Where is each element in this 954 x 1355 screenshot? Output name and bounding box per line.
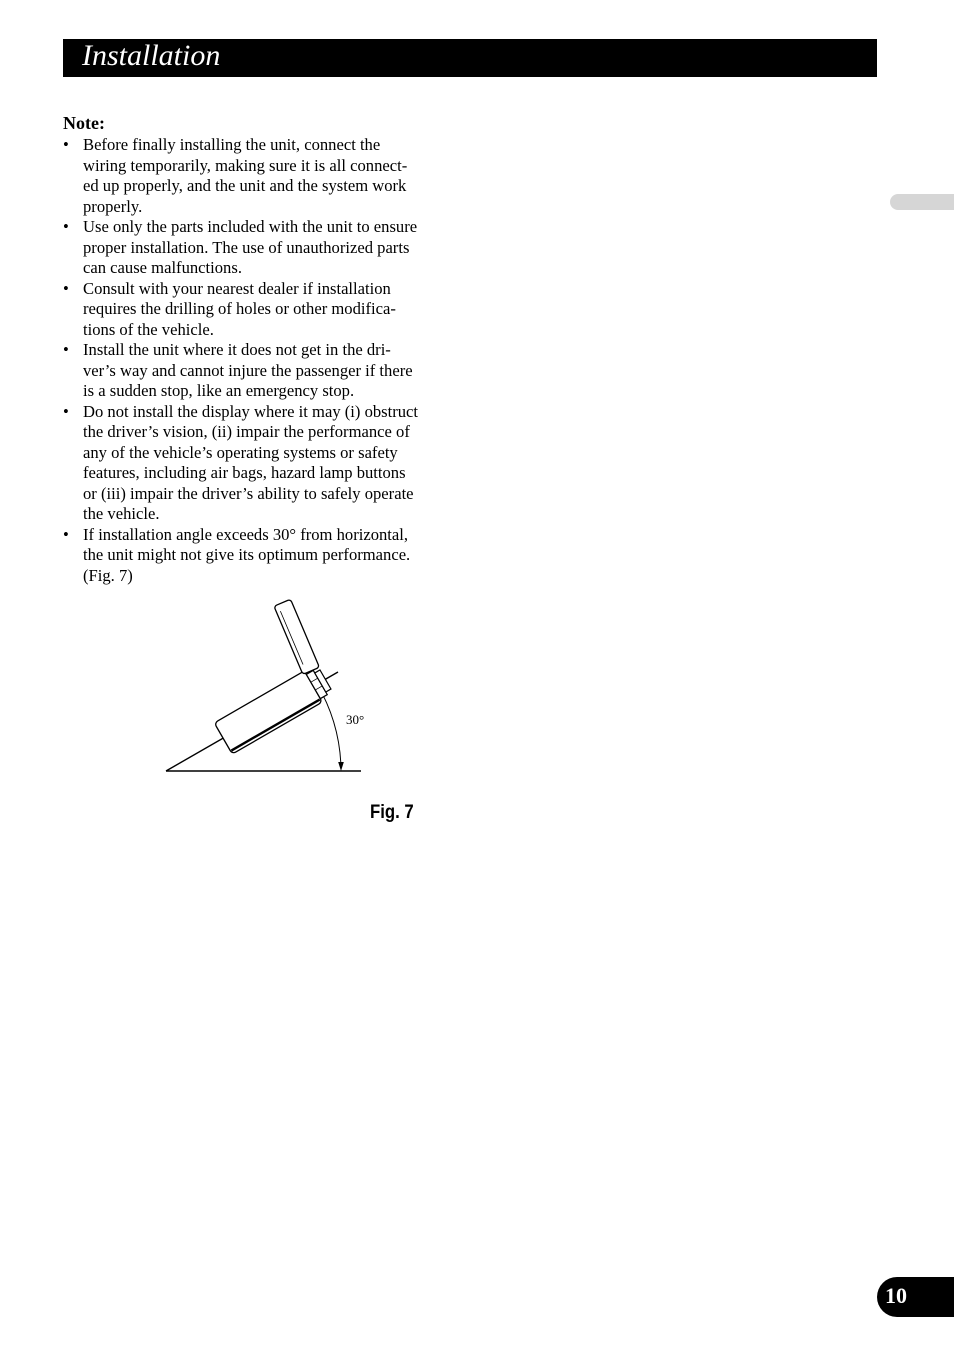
note-text-line: proper installation. The use of unauthorized parts [83,237,410,257]
note-text-line: ver’s way and cannot injure the passenger if there [83,360,413,380]
note-text-line: Install the unit where it does not get in the dri- [83,340,391,359]
note-text-line: can cause malfunctions. [83,258,242,277]
note-item [63,340,458,402]
display-panel-drawing [274,599,319,674]
bullet-glyph: • [63,135,69,154]
installation-angle-figure [150,598,390,783]
note-text-line: (Fig. 7) [83,565,133,585]
note-text-line: requires the drilling of holes or other modifica- [83,299,396,318]
note-item [63,525,458,587]
note-text-line: Use only the parts included with the unit to ensure [83,217,418,236]
section-title: Installation [82,39,221,72]
angle-diagram [150,598,390,783]
section-header-bar [63,39,877,77]
note-text-line: ed up properly, and the unit and the system work [83,176,407,195]
note-text-line: If installation angle exceeds 30° from horizontal, [83,524,409,544]
note-text-line: Before finally installing the unit, connect the [83,135,381,154]
note-text-line: Do not install the display where it may (i) obstruct [83,401,419,421]
note-list [63,135,458,586]
note-heading: Note: [63,113,105,133]
page-number-badge [877,1277,954,1317]
note-item [63,402,458,525]
bullet-glyph: • [63,278,69,298]
bullet-glyph: • [63,340,69,359]
note-text-line: features, including air bags, hazard lamp buttons [83,463,406,482]
head-unit-drawing [214,664,334,754]
figure-caption: Fig. 7 [370,802,414,823]
note-text-line: the unit might not give its optimum performance. [83,545,411,564]
language-side-tab [890,194,954,210]
note-text-line: any of the vehicle’s operating systems or safety [83,442,398,462]
bullet-glyph: • [63,217,69,236]
note-text-line: Consult with your nearest dealer if installation [83,278,391,298]
note-text-line: wiring temporarily, making sure it is all connect- [83,155,408,175]
note-text-line: or (iii) impair the driver’s ability to safely operate [83,483,414,503]
bullet-glyph: • [63,524,69,544]
note-text-line: is a sudden stop, like an emergency stop. [83,381,355,400]
note-text-line: the driver’s vision, (ii) impair the performance of [83,422,410,441]
note-item [63,279,458,341]
angle-label: 30° [346,712,365,727]
note-item [63,217,458,279]
note-text-line: the vehicle. [83,504,160,523]
angle-arrowhead-bottom [338,762,344,771]
note-text-line: properly. [83,196,143,216]
bullet-glyph: • [63,401,69,421]
note-block [63,111,458,586]
note-text-line: tions of the vehicle. [83,319,214,339]
note-item [63,135,458,217]
page-number: 10 [885,1283,907,1308]
